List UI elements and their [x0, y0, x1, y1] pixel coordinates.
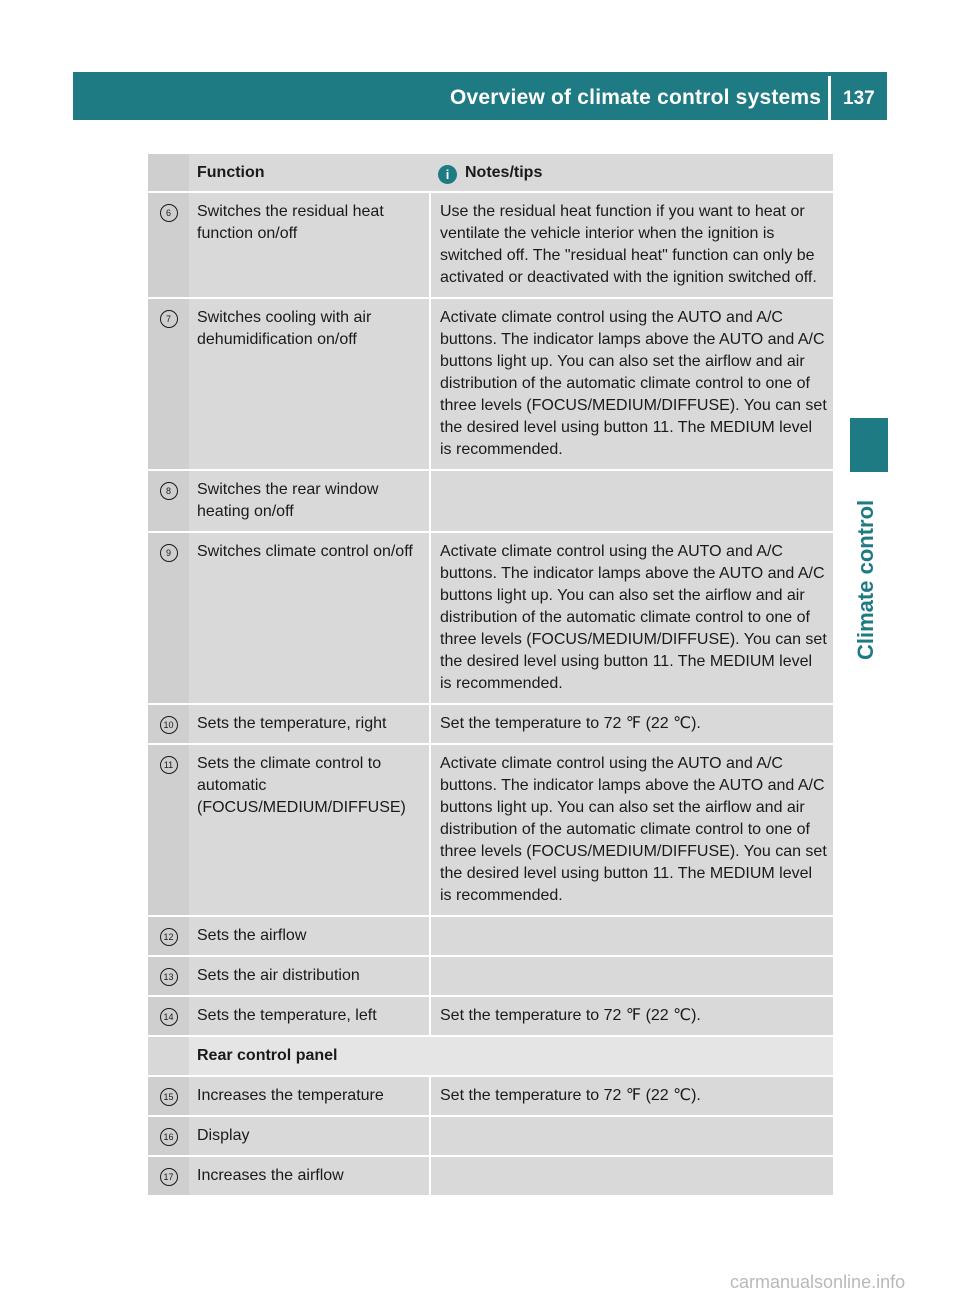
notes-cell	[429, 917, 833, 955]
circled-number-icon: 9	[160, 544, 178, 562]
circled-number-icon: 12	[160, 928, 178, 946]
table-body	[148, 193, 833, 1035]
table-row	[148, 997, 833, 1035]
notes-cell: Use the residual heat function if you want to heat or ventilate the vehicle interior when the ignition is switched off. The "residual heat" function can only be activated or deactivated with the ignition switched off.	[429, 193, 833, 297]
notes-cell: Set the temperature to 72 ℉ (22 ℃).	[429, 1077, 833, 1115]
section-title: Rear control panel	[197, 1047, 338, 1064]
notes-cell: Activate climate control using the AUTO and A/C buttons. The indicator lamps above the AUTO and A/C buttons light up. You can also set the airflow and air distribution of the automatic climate control to one of three levels (FOCUS/MEDIUM/DIFFUSE). You can set the desired level using button 11. The MEDIUM level is recommended.	[429, 299, 833, 469]
table-row	[148, 1077, 833, 1115]
notes-cell: Set the temperature to 72 ℉ (22 ℃).	[429, 997, 833, 1035]
table-row	[148, 471, 833, 531]
function-cell: Sets the air distribution	[197, 967, 360, 984]
function-cell: Switches the rear window heating on/off	[197, 481, 379, 520]
row-number-cell	[148, 1157, 189, 1195]
table-row	[148, 917, 833, 955]
row-number-cell	[148, 745, 189, 915]
table-row	[148, 193, 833, 297]
table-header-function: Function	[197, 164, 265, 181]
page-title: Overview of climate control systems	[450, 86, 822, 109]
circled-number-icon: 10	[160, 716, 178, 734]
page-number: 137	[843, 88, 875, 109]
circled-number-icon: 8	[160, 482, 178, 500]
function-cell: Sets the temperature, left	[197, 1007, 377, 1024]
table-row	[148, 533, 833, 703]
table-header-num	[148, 154, 189, 191]
rear-table-body	[148, 1077, 833, 1195]
chapter-label: Climate control	[853, 499, 878, 660]
function-cell: Switches cooling with air dehumidification on/off	[197, 309, 372, 348]
info-icon: i	[438, 165, 457, 184]
row-number-cell	[148, 917, 189, 955]
circled-number-icon: 7	[160, 310, 178, 328]
notes-cell: Activate climate control using the AUTO and A/C buttons. The indicator lamps above the AUTO and A/C buttons light up. You can also set the airflow and air distribution of the automatic climate control to one of three levels (FOCUS/MEDIUM/DIFFUSE). You can set the desired level using button 11. The MEDIUM level is recommended.	[429, 745, 833, 915]
circled-number-icon: 11	[160, 756, 178, 774]
row-number-cell	[148, 533, 189, 703]
row-number-cell	[148, 705, 189, 743]
row-number-cell	[148, 471, 189, 531]
table-row	[148, 299, 833, 469]
notes-cell: Activate climate control using the AUTO and A/C buttons. The indicator lamps above the AUTO and A/C buttons light up. You can also set the airflow and air distribution of the automatic climate control to one of three levels (FOCUS/MEDIUM/DIFFUSE). You can set the desired level using button 11. The MEDIUM level is recommended.	[429, 533, 833, 703]
circled-number-icon: 15	[160, 1088, 178, 1106]
table-row	[148, 957, 833, 995]
notes-cell	[429, 957, 833, 995]
table-row	[148, 745, 833, 915]
circled-number-icon: 17	[160, 1168, 178, 1186]
notes-cell	[429, 471, 833, 531]
table-header-row	[148, 154, 833, 191]
circled-number-icon: 13	[160, 968, 178, 986]
table-row	[148, 1117, 833, 1155]
row-number-cell	[148, 193, 189, 297]
table-row	[148, 1157, 833, 1195]
function-cell: Sets the climate control to automatic (FOCUS/MEDIUM/DIFFUSE)	[197, 755, 406, 816]
table-header-notes-label: Notes/tips	[465, 164, 543, 181]
function-cell: Switches the residual heat function on/off	[197, 203, 384, 242]
function-cell: Increases the airflow	[197, 1167, 344, 1184]
circled-number-icon: 6	[160, 204, 178, 222]
notes-cell	[429, 1157, 833, 1195]
circled-number-icon: 16	[160, 1128, 178, 1146]
watermark: carmanualsonline.info	[730, 1272, 906, 1292]
circled-number-icon: 14	[160, 1008, 178, 1026]
row-number-cell	[148, 1117, 189, 1155]
section-num	[148, 1037, 189, 1075]
table-header-notes	[429, 154, 833, 191]
notes-cell	[429, 1117, 833, 1155]
function-table	[148, 154, 833, 1197]
function-cell: Display	[197, 1127, 250, 1144]
section-row	[148, 1037, 833, 1075]
function-cell: Increases the temperature	[197, 1087, 384, 1104]
row-number-cell	[148, 997, 189, 1035]
function-cell: Sets the temperature, right	[197, 715, 387, 732]
row-number-cell	[148, 299, 189, 469]
function-cell: Switches climate control on/off	[197, 543, 413, 560]
row-number-cell	[148, 957, 189, 995]
header-divider	[828, 76, 831, 120]
notes-cell: Set the temperature to 72 ℉ (22 ℃).	[429, 705, 833, 743]
function-cell: Sets the airflow	[197, 927, 307, 944]
chapter-tab-marker	[850, 418, 888, 472]
table-row	[148, 705, 833, 743]
row-number-cell	[148, 1077, 189, 1115]
